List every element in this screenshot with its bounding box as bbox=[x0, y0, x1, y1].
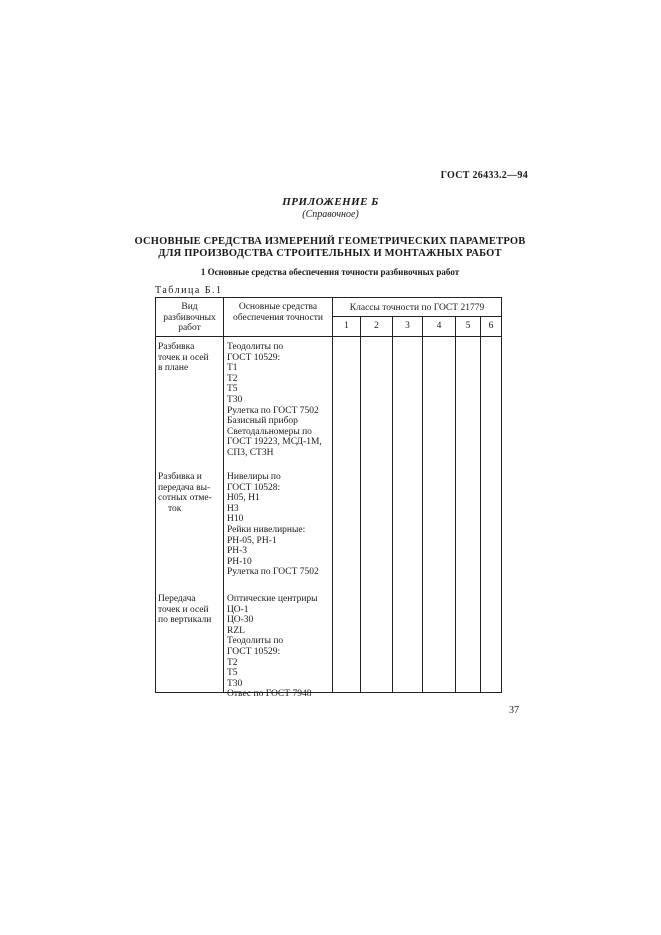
main-title-line2: ДЛЯ ПРОИЗВОДСТВА СТРОИТЕЛЬНЫХ И МОНТАЖНЫХ РАБОТ bbox=[158, 248, 502, 259]
header-class-6: 6 bbox=[488, 321, 494, 331]
class-divider-1 bbox=[360, 316, 361, 693]
row-1-work-type: Разбивка точек и осей в плане bbox=[158, 342, 209, 374]
row-3-means: Оптические центриры ЦО-1 ЦО-30 RZL Теодолиты по ГОСТ 10529: Т2 Т5 Т30 Отвес по ГОСТ 7948 bbox=[227, 594, 318, 700]
header-class-2: 2 bbox=[374, 321, 379, 331]
table-caption: Таблица Б.1 bbox=[155, 285, 223, 296]
col-divider-2 bbox=[332, 297, 333, 693]
class-divider-2 bbox=[392, 316, 393, 693]
header-work-type: Вид разбивочных работ bbox=[163, 302, 216, 333]
header-bottom-border bbox=[155, 336, 502, 337]
class-divider-4 bbox=[455, 316, 456, 693]
appendix-note: (Справочное) bbox=[302, 209, 359, 220]
main-title bbox=[100, 236, 560, 260]
table-left-border bbox=[155, 297, 156, 693]
appendix-title: ПРИЛОЖЕНИЕ Б bbox=[282, 196, 379, 208]
main-title-line1: ОСНОВНЫЕ СРЕДСТВА ИЗМЕРЕНИЙ ГЕОМЕТРИЧЕСКИХ ПАРАМЕТРОВ bbox=[134, 236, 526, 247]
row-2-means: Нивелиры по ГОСТ 10528: Н05, Н1 Н3 Н10 Рейки нивелирные: РН-05, РН-1 РН-3 РН-10 Рулетка по ГОСТ 7502 bbox=[227, 472, 319, 578]
row-1-means: Теодолиты по ГОСТ 10529: Т1 Т2 Т5 Т30 Рулетка по ГОСТ 7502 Базисный прибор Светодальномеры по ГОСТ 19223, МСД-1М, СП3, СТ3Н bbox=[227, 342, 322, 458]
row-2-work-type: Разбивка и передача вы- сотных отме- ток bbox=[158, 472, 212, 514]
class-divider-5 bbox=[480, 316, 481, 693]
row-3-work-type: Передача точек и осей по вертикали bbox=[158, 594, 212, 626]
header-classes-title: Классы точности по ГОСТ 21779 bbox=[349, 303, 485, 313]
header-means: Основные средства обеспечения точности bbox=[233, 302, 323, 323]
table-bottom-border bbox=[155, 692, 502, 693]
table-top-border bbox=[155, 297, 502, 298]
document-code: ГОСТ 26433.2—94 bbox=[440, 170, 528, 181]
col-divider-1 bbox=[223, 297, 224, 693]
header-class-5: 5 bbox=[465, 321, 471, 331]
class-divider-3 bbox=[422, 316, 423, 693]
header-class-1: 1 bbox=[344, 321, 349, 331]
page-number: 37 bbox=[509, 705, 519, 716]
header-class-4: 4 bbox=[436, 321, 442, 331]
table-right-border bbox=[501, 297, 502, 693]
classes-header-divider bbox=[332, 316, 502, 317]
header-class-3: 3 bbox=[405, 321, 410, 331]
section-title: 1 Основные средства обеспечения точности разбивочных работ bbox=[200, 267, 460, 277]
